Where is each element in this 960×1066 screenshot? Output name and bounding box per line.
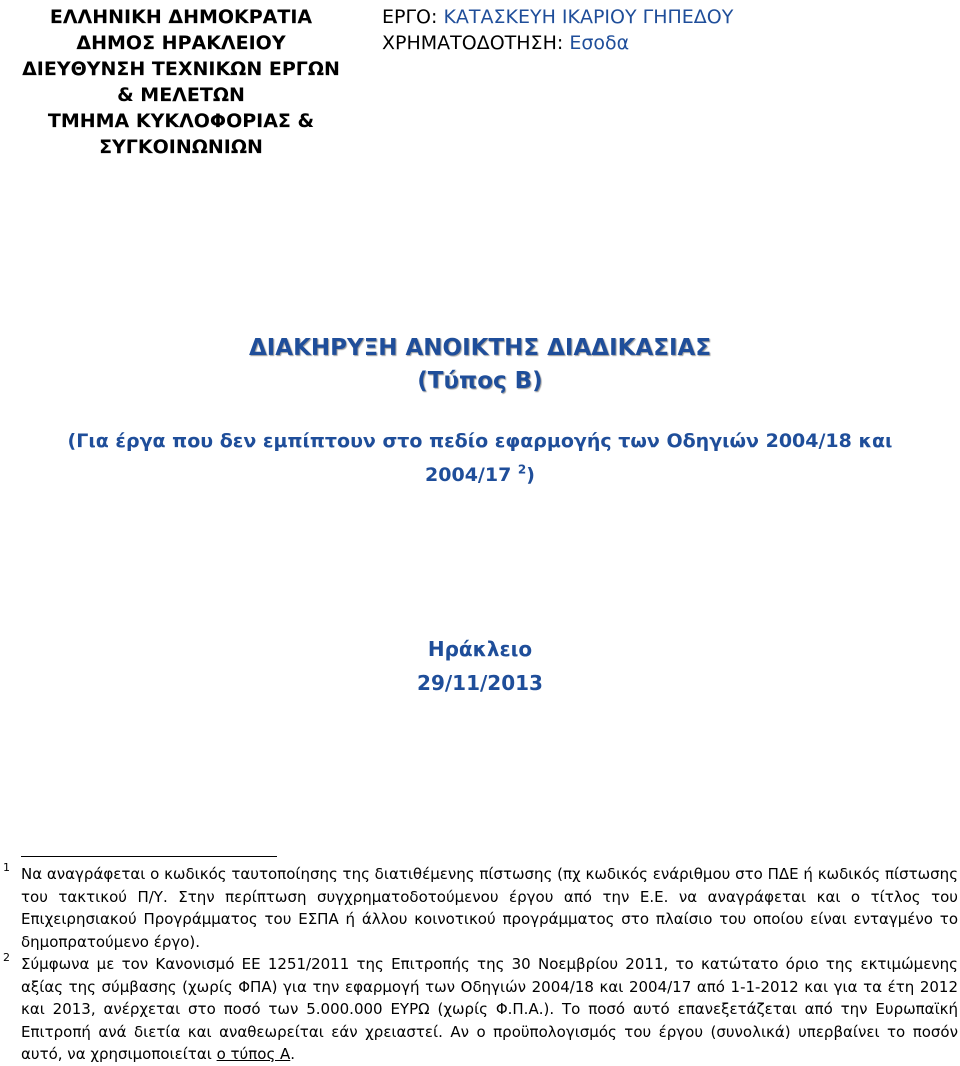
- document-title: [0, 332, 960, 398]
- issuer-line: ΕΛΛΗΝΙΚΗ ΔΗΜΟΚΡΑΤΙΑ: [49, 6, 313, 28]
- issuer-line: ΣΥΓΚΟΙΝΩΝΙΩΝ: [99, 136, 263, 158]
- funding-label: ΧΡΗΜΑΤΟΔΟΤΗΣΗ:: [382, 32, 564, 54]
- footnote-number: 1: [3, 861, 10, 874]
- document-subtitle: [40, 424, 920, 492]
- subtitle-text: (Για έργα που δεν εμπίπτουν στο πεδίο εφαρμογής των Οδηγιών 2004/18 και 2004/17: [67, 430, 893, 486]
- issuer-line: ΤΜΗΜΑ ΚΥΚΛΟΦΟΡΙΑΣ &: [47, 110, 315, 132]
- issuer-line: ΔΙΕΥΘΥΝΣΗ ΤΕΧΝΙΚΩΝ ΕΡΓΩΝ: [22, 58, 340, 80]
- footnote-text: Σύμφωνα με τον Κανονισμό ΕΕ 1251/2011 της Επιτροπής της 30 Νοεμβρίου 2011, το κατώτατο όριο της εκτιμώμενης αξίας της σύμβασης (χωρίς ΦΠΑ) για την εφαρμογή των Οδηγιών 2004/18 και 2004/17 από 1-1-2012 και για τα έτη 2012 και 2013, ανέρχεται στο ποσό των 5.000.000 ΕΥΡΩ (χωρίς Φ.Π.Α.). Το ποσό αυτό επανεξετάζεται από την Ευρωπαϊκή Επιτροπή ανά διετία και αναθεωρείται εάν χρειαστεί. Αν ο προϋπολογισμός του έργου (συνολικά) υπερβαίνει το ποσόν αυτό, να χρησιμοποιείται: [21, 955, 958, 1063]
- place: Ηράκλειο: [427, 637, 533, 661]
- title-line-2: (Τύπος Β): [417, 368, 543, 394]
- issuer-block: [0, 4, 362, 160]
- issuer-line: ΔΗΜΟΣ ΗΡΑΚΛΕΙΟΥ: [76, 32, 286, 54]
- project-row: [382, 4, 942, 30]
- footnote-number: 2: [3, 951, 10, 964]
- place-date-block: [0, 632, 960, 700]
- footnote-text: Να αναγράφεται ο κωδικός ταυτοποίησης της διατιθέμενης πίστωσης (πχ κωδικός ενάριθμου στο ΠΔΕ ή κωδικός πίστωσης του τακτικού Π/Υ. Στην περίπτωση συγχρηματοδοτούμενου έργου από την Ε.Ε. να αναγράφεται και ο τίτλος του Επιχειρησιακού Προγράμματος του ΕΣΠΑ ή άλλου κοινοτικού προγράμματος στο πλαίσιο του οποίου είναι ενταγμένο το δημοπρατούμενο έργο).: [21, 865, 958, 951]
- type-a-link[interactable]: ο τύπος Α: [216, 1045, 291, 1063]
- footnote-end: .: [290, 1045, 296, 1063]
- date: 29/11/2013: [417, 671, 543, 695]
- funding-row: [382, 30, 942, 56]
- title-line-1: ΔΙΑΚΗΡΥΞΗ ΑΝΟΙΚΤΗΣ ΔΙΑΔΙΚΑΣΙΑΣ: [248, 335, 712, 361]
- subtitle-close: ): [526, 464, 535, 486]
- project-value: ΚΑΤΑΣΚΕΥΗ ΙΚΑΡΙΟΥ ΓΗΠΕΔΟΥ: [443, 6, 734, 28]
- issuer-line: & ΜΕΛΕΤΩΝ: [117, 84, 245, 106]
- footnote-1: [3, 861, 958, 953]
- funding-value: Εσοδα: [569, 32, 630, 54]
- project-info: [382, 4, 942, 56]
- footnote-ref-2[interactable]: 2: [517, 462, 527, 477]
- footnote-2: [3, 951, 958, 1066]
- project-label: ΕΡΓΟ:: [382, 6, 438, 28]
- footnote-separator: [21, 856, 277, 857]
